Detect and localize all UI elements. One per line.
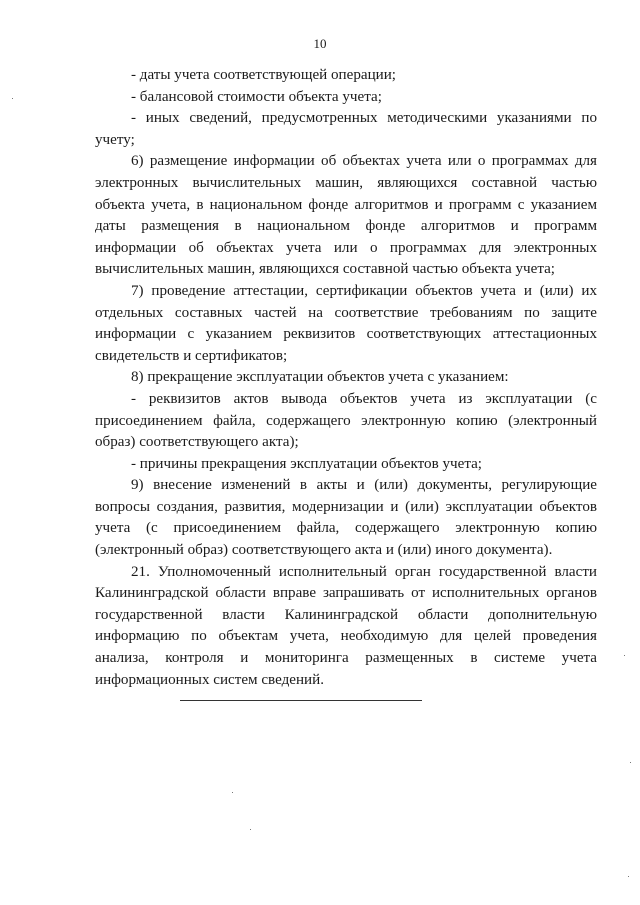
paragraph: - иных сведений, предусмотренных методическими указаниями по учету; [95,110,597,148]
document-body [95,65,597,691]
paragraph: 7) проведение аттестации, сертификации объектов учета и (или) их отдельных составных частей на соответствие требованиям по защите информации с указанием реквизитов соответствующих аттестационных свидетельств и сертификатов; [95,282,597,364]
paragraph: 8) прекращение эксплуатации объектов учета с указанием: [131,369,509,386]
scan-speck [630,762,631,763]
paragraph: - реквизитов актов вывода объектов учета из эксплуатации (с присоединением файла, содержащего электронную копию (электронный образ) соответствующего акта); [95,390,597,451]
paragraph: 6) размещение информации об объектах учета или о программах для электронных вычислительных машин, являющихся составной частью объекта учета, в национальном фонде алгоритмов и программ с указанием даты размещения в национальном фонде алгоритмов и программ информации об объектах учета или о программах для электронных вычислительных машин, являющихся составной частью объекта учета; [95,153,597,278]
paragraph: - причины прекращения эксплуатации объектов учета; [131,455,482,472]
scan-speck [232,792,233,793]
scan-speck [250,829,251,830]
page-number: 10 [313,36,327,51]
scan-speck [628,876,629,877]
paragraph: 21. Уполномоченный исполнительный орган государственной власти Калининградской области вправе запрашивать от исполнительных органов государственной власти Калининградской области дополнительную информацию по объектам учета, необходимую для целей проведения анализа, контроля и мониторинга размещенных в системе учета информационных систем сведений. [95,563,597,688]
paragraph: 9) внесение изменений в акты и (или) документы, регулирующие вопросы создания, развития, модернизации и (или) эксплуатации объектов учета (с присоединением файла, содержащего электронную копию (электронный образ) соответствующего акта и (или) иного документа). [95,477,597,559]
paragraph: - даты учета соответствующей операции; [131,67,396,83]
end-separator-line [180,700,422,701]
scan-speck [12,98,13,99]
paragraph: - балансовой стоимости объекта учета; [131,88,382,105]
scan-speck [624,655,625,656]
